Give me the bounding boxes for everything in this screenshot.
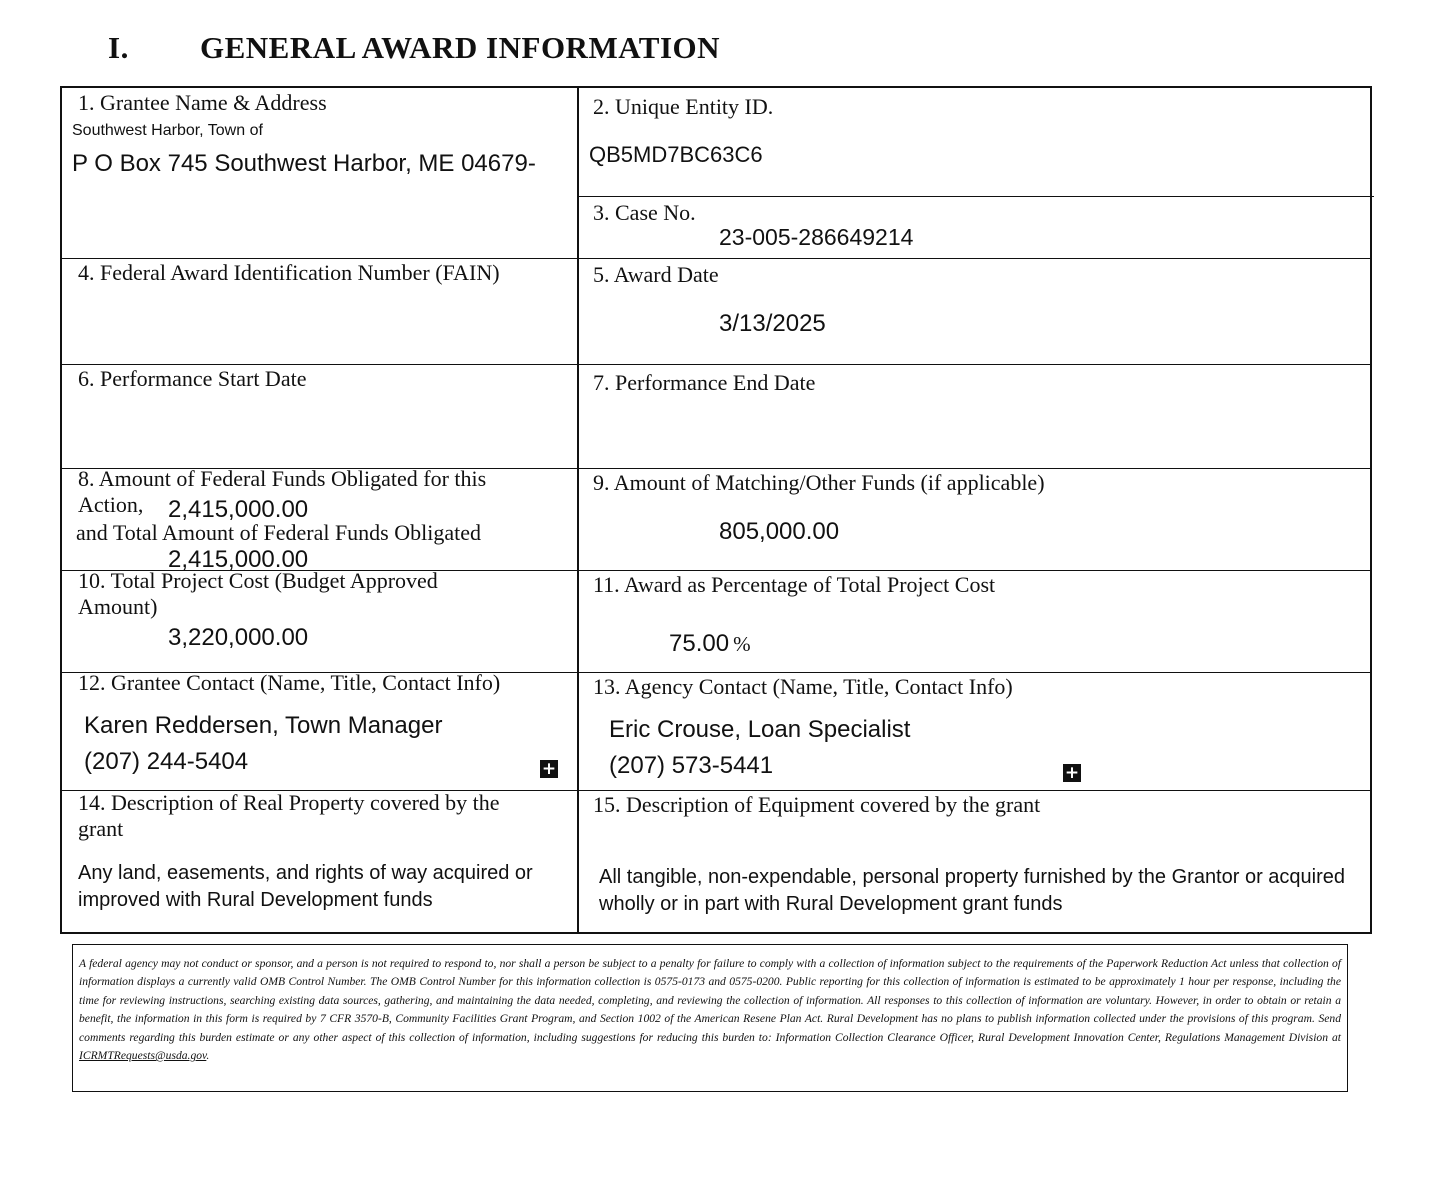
grantee-contact-cell: [62, 670, 577, 790]
equipment-desc-line2: wholly or in part with Rural Development grant funds: [599, 893, 1063, 915]
section-title: GENERAL AWARD INFORMATION: [200, 30, 721, 65]
total-cost-label-line1: 10. Total Project Cost (Budget Approved: [78, 568, 438, 593]
federal-funds-label-line1: 8. Amount of Federal Funds Obligated for this: [78, 466, 487, 491]
real-property-label-line1: 14. Description of Real Property covered by the: [78, 790, 500, 815]
percentage-label: 11. Award as Percentage of Total Project Cost: [593, 572, 996, 597]
case-label: 3. Case No.: [593, 200, 696, 225]
award-date-label: 5. Award Date: [593, 262, 719, 287]
row-divider: [62, 258, 1370, 259]
total-cost-cell: [62, 568, 577, 672]
real-property-label-line2: grant: [78, 816, 124, 841]
matching-funds-value: 805,000.00: [719, 518, 840, 545]
perf-end-cell: [579, 366, 1374, 468]
equipment-desc-line1: All tangible, non-expendable, personal property furnished by the Grantor or acquired: [599, 866, 1346, 888]
matching-funds-cell: [579, 470, 1374, 570]
paperwork-reduction-notice: [72, 944, 1348, 1092]
grantee-contact-name: Karen Reddersen, Town Manager: [84, 712, 443, 739]
uei-value: QB5MD7BC63C6: [589, 142, 763, 167]
equipment-cell: [579, 792, 1374, 934]
notice-end: .: [206, 1049, 210, 1063]
uei-label: 2. Unique Entity ID.: [593, 94, 774, 119]
percentage-value: 75.00: [669, 630, 730, 657]
equipment-label: 15. Description of Equipment covered by the grant: [593, 792, 1041, 817]
agency-contact-name: Eric Crouse, Loan Specialist: [609, 716, 911, 743]
grantee-contact-phone: (207) 244-5404: [84, 748, 249, 775]
perf-start-label: 6. Performance Start Date: [78, 366, 307, 391]
case-cell: [579, 196, 1374, 258]
matching-funds-label: 9. Amount of Matching/Other Funds (if applicable): [593, 470, 1045, 495]
notice-text: A federal agency may not conduct or sponsor, and a person is not required to respond to, nor shall a person be subject to a penalty for failure to comply with a collection of information subject to the requirements of the Paperwork Reduction Act unless that collection of information displays a currently valid OMB Control Number. The OMB Control Number for this information collection is 0575-0173 and 0575-0200. Public reporting for this collection of information is estimated to be approximately 1 hour per response, including the time for reviewing instructions, searching existing data sources, gathering, and maintaining the data needed, completing, and reviewing the collection of information. All responses to this collection of information are voluntary. However, in order to obtain or retain a benefit, the information in this form is required by 7 CFR 3570-B, Community Facilities Grant Program, and Section 1002 of the American Resene Plan Act. Rural Development has no plans to publish information collected under the provisions of this program. Send comments regarding this burden estimate or any other aspect of this collection of information, including suggestions for reducing this burden to: Information Collection Clearance Officer, Rural Development Innovation Center, Regulations Management Division at: [79, 957, 1341, 1044]
agency-contact-label: 13. Agency Contact (Name, Title, Contact Info): [593, 674, 1013, 699]
award-info-table: [60, 86, 1372, 934]
perf-end-label: 7. Performance End Date: [593, 370, 816, 395]
grantee-cell: [62, 88, 577, 258]
percentage-cell: [579, 572, 1374, 672]
notice-email-link[interactable]: ICRMTRequests@usda.gov: [79, 1049, 207, 1063]
percentage-unit: %: [733, 632, 751, 656]
grantee-name: Southwest Harbor, Town of: [72, 122, 263, 139]
case-value: 23-005-286649214: [719, 224, 914, 250]
federal-funds-label-line3: and Total Amount of Federal Funds Obligated: [76, 520, 482, 545]
federal-funds-action-value: 2,415,000.00: [168, 496, 309, 523]
agency-contact-cell: [579, 674, 1374, 790]
section-number: I.: [108, 30, 129, 65]
award-date-value: 3/13/2025: [719, 310, 826, 337]
grantee-label: 1. Grantee Name & Address: [78, 90, 327, 115]
fain-label: 4. Federal Award Identification Number (FAIN): [78, 260, 500, 285]
grantee-contact-label: 12. Grantee Contact (Name, Title, Contact Info): [78, 670, 501, 695]
grantee-address: P O Box 745 Southwest Harbor, ME 04679-: [72, 150, 536, 177]
real-property-desc-line2: improved with Rural Development funds: [78, 889, 433, 911]
real-property-desc-line1: Any land, easements, and rights of way acquired or: [78, 862, 533, 884]
total-cost-label-line2: Amount): [78, 594, 158, 619]
fain-cell: [62, 260, 577, 364]
section-heading: [108, 30, 720, 66]
federal-funds-cell: [62, 466, 577, 573]
percentage-value-group: [669, 630, 751, 658]
plus-box-icon[interactable]: +: [1064, 763, 1080, 783]
federal-funds-total-value: 2,415,000.00: [168, 546, 309, 573]
row-divider: [62, 364, 1370, 365]
uei-cell: [579, 88, 1374, 196]
agency-contact-phone: (207) 573-5441: [609, 752, 774, 779]
total-cost-value: 3,220,000.00: [168, 624, 309, 651]
federal-funds-label-line2: Action,: [78, 492, 144, 517]
award-date-cell: [579, 260, 1374, 364]
real-property-cell: [62, 792, 577, 934]
plus-box-icon[interactable]: +: [541, 759, 557, 779]
perf-start-cell: [62, 366, 577, 468]
